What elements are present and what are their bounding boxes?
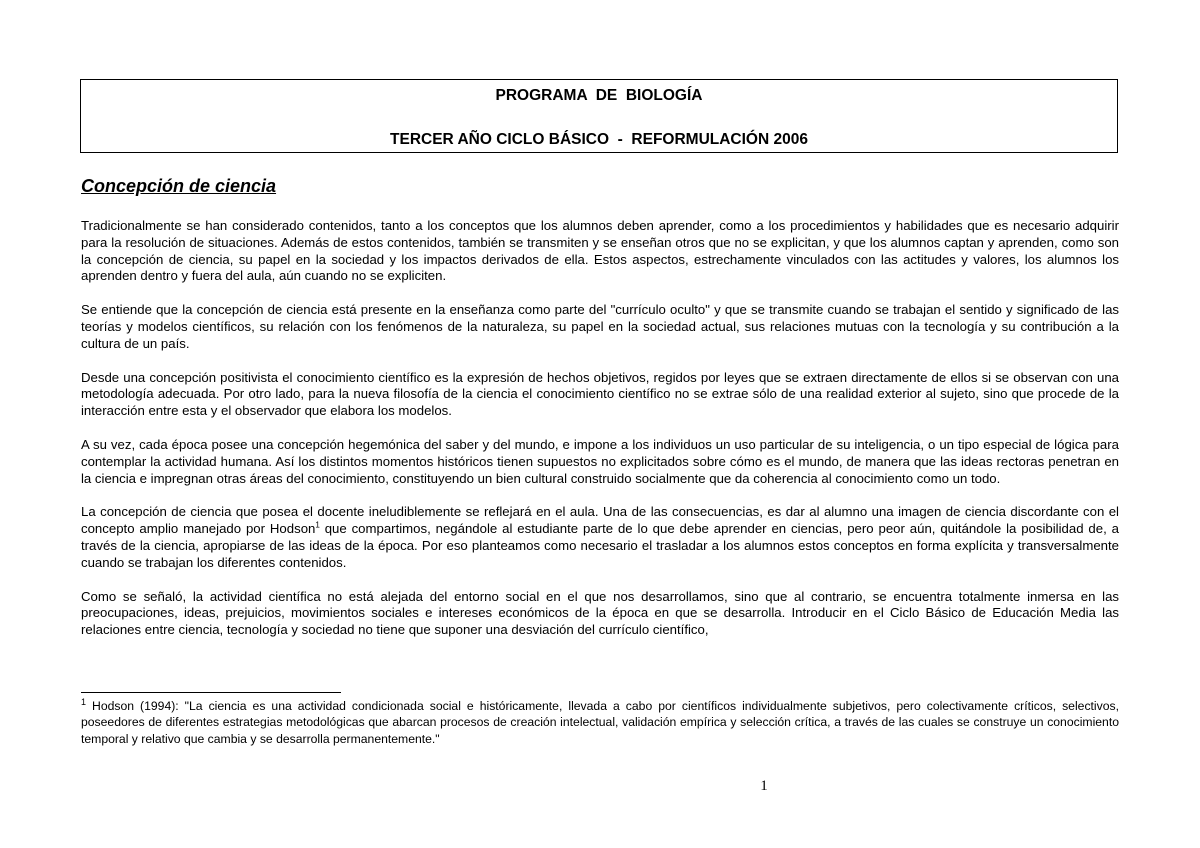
paragraph-1: Tradicionalmente se han considerado contenidos, tanto a los conceptos que los alumnos deben aprender, como a los procedimientos y habilidades que es necesario adquirir para la resolución de situaciones. Además de estos contenidos, también se transmiten y se enseñan otros que no se explicitan, y que los alumnos captan y aprenden, como son la concepción de ciencia, su papel en la sociedad y los impactos derivados de ella. Estos aspectos, estrechamente vinculados con las actitudes y valores, los alumnos los aprenden dentro y fuera del aula, aún cuando no se expliciten. bbox=[81, 218, 1119, 284]
paragraph-5-text-cont: que compartimos, negándole al estudiante parte de lo que debe aprender en ciencias, pero peor aún, quitándole la posibilidad de, a través de la ciencia, apropiarse de las ideas de la época. Por eso planteamos como necesario el trasladar a los alumnos estos conceptos en forma explícita y transversalmente cuando se trabajan los diferentes contenidos. bbox=[81, 521, 1119, 570]
page-number: 1 bbox=[760, 778, 768, 794]
footnote-mark: 1 bbox=[81, 696, 87, 707]
document-title: PROGRAMA DE BIOLOGÍA bbox=[495, 87, 703, 104]
title-box bbox=[80, 79, 1118, 153]
paragraph-5 bbox=[81, 504, 1119, 571]
body-text bbox=[81, 218, 1119, 656]
paragraph-3: Desde una concepción positivista el conocimiento científico es la expresión de hechos objetivos, regidos por leyes que se extraen directamente de ellos si se observan con una metodología adecuada. Por otro lado, para la nueva filosofía de la ciencia el conocimiento científico no se extrae sólo de una realidad exterior al sujeto, sino que procede de la interacción entre esta y el observador que elabora los modelos. bbox=[81, 369, 1119, 419]
footnote bbox=[81, 698, 1119, 747]
section-heading: Concepción de ciencia bbox=[81, 176, 277, 196]
paragraph-4: A su vez, cada época posee una concepción hegemónica del saber y del mundo, e impone a los individuos un uso particular de su inteligencia, o un tipo especial de lógica para contemplar la actividad humana. Así los distintos momentos históricos tienen supuestos no explicitados sobre cómo es el mundo, de manera que las ideas rectoras penetran en la ciencia e impregnan otras áreas del conocimiento, constituyendo un bien cultural construido socialmente que da coherencia al conocimiento como un todo. bbox=[81, 436, 1119, 486]
footnote-text: Hodson (1994): "La ciencia es una actividad condicionada social e históricamente, llevada a cabo por científicos individualmente subjetivos, pero colectivamente críticos, selectivos, poseedores de diferentes estrategias metodológicas que abarcan procesos de creación intelectual, validación empírica y selección crítica, a través de las cuales se construye un conocimiento temporal y relativo que cambia y se desarrolla permanentemente." bbox=[81, 699, 1119, 746]
paragraph-5-text: La concepción de ciencia que posea el docente ineludiblemente se reflejará en el aula. Una de las consecuencias, es dar al alumno una imagen de ciencia discordante con el concepto amplio manejado por Hodson bbox=[81, 504, 1119, 537]
footnote-separator bbox=[81, 692, 341, 693]
paragraph-6: Como se señaló, la actividad científica no está alejada del entorno social en el que nos desarrollamos, sino que al contrario, se encuentra totalmente inmersa en las preocupaciones, ideas, prejuicios, movimientos sociales e intereses económicos de la época en que se desarrolla. Introducir en el Ciclo Básico de Educación Media las relaciones entre ciencia, tecnología y sociedad no tiene que suponer una desviación del currículo científico, bbox=[81, 588, 1119, 638]
document-subtitle: TERCER AÑO CICLO BÁSICO - REFORMULACIÓN 2006 bbox=[390, 131, 808, 148]
footnote-reference[interactable]: 1 bbox=[315, 520, 320, 530]
paragraph-2: Se entiende que la concepción de ciencia está presente en la enseñanza como parte del "currículo oculto" y que se transmite cuando se trabajan el sentido y significado de las teorías y modelos científicos, su relación con los fenómenos de la naturaleza, su papel en la sociedad actual, sus relaciones mutuas con la tecnología y su contribución a la cultura de un país. bbox=[81, 302, 1119, 351]
